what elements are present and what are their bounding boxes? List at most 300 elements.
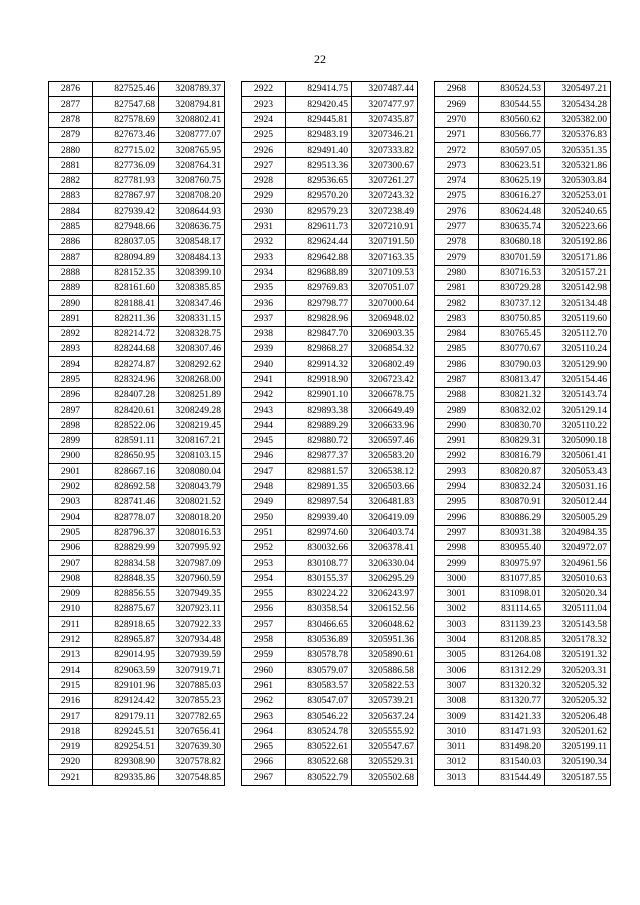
table-row — [435, 311, 611, 326]
x-coordinate-cell: 828094.89 — [93, 250, 159, 265]
point-number-cell: 2884 — [49, 204, 93, 219]
table-row — [435, 540, 611, 555]
x-coordinate-cell: 828407.28 — [93, 387, 159, 402]
y-coordinate-cell: 3205143.74 — [545, 387, 611, 402]
y-coordinate-cell: 3205529.31 — [352, 755, 418, 770]
y-coordinate-cell: 3205739.21 — [352, 693, 418, 708]
point-number-cell: 2940 — [242, 357, 286, 372]
point-number-cell: 2919 — [49, 739, 93, 754]
y-coordinate-cell: 3208765.95 — [159, 143, 225, 158]
table-row — [242, 342, 418, 357]
point-number-cell: 2905 — [49, 525, 93, 540]
y-coordinate-cell: 3205191.32 — [545, 647, 611, 662]
point-number-cell: 2886 — [49, 234, 93, 249]
y-coordinate-cell: 3207934.48 — [159, 632, 225, 647]
table-row — [49, 296, 225, 311]
table-row — [242, 418, 418, 433]
point-number-cell: 2936 — [242, 296, 286, 311]
y-coordinate-cell: 3207960.59 — [159, 571, 225, 586]
x-coordinate-cell: 830546.22 — [286, 709, 352, 724]
x-coordinate-cell: 827578.69 — [93, 112, 159, 127]
table-row — [242, 280, 418, 295]
point-number-cell: 2947 — [242, 464, 286, 479]
table-row — [49, 250, 225, 265]
x-coordinate-cell: 829254.51 — [93, 739, 159, 754]
table-row — [242, 632, 418, 647]
y-coordinate-cell: 3207333.82 — [352, 143, 418, 158]
table-row — [49, 112, 225, 127]
point-number-cell: 2961 — [242, 678, 286, 693]
table-row — [242, 158, 418, 173]
table-row — [242, 770, 418, 785]
table-row — [49, 97, 225, 112]
table-row — [435, 403, 611, 418]
x-coordinate-cell: 830524.78 — [286, 724, 352, 739]
point-number-cell: 2888 — [49, 265, 93, 280]
x-coordinate-cell: 829889.29 — [286, 418, 352, 433]
point-number-cell: 2991 — [435, 433, 479, 448]
table-row — [49, 143, 225, 158]
y-coordinate-cell: 3207923.11 — [159, 602, 225, 617]
x-coordinate-cell: 830579.07 — [286, 663, 352, 678]
x-coordinate-cell: 828214.72 — [93, 326, 159, 341]
y-coordinate-cell: 3205206.48 — [545, 709, 611, 724]
table-row — [49, 403, 225, 418]
point-number-cell: 2939 — [242, 342, 286, 357]
x-coordinate-cell: 828591.11 — [93, 433, 159, 448]
x-coordinate-cell: 829769.83 — [286, 280, 352, 295]
x-coordinate-cell: 830032.66 — [286, 540, 352, 555]
x-coordinate-cell: 829798.77 — [286, 296, 352, 311]
point-number-cell: 2887 — [49, 250, 93, 265]
point-number-cell: 2998 — [435, 540, 479, 555]
y-coordinate-cell: 3206503.66 — [352, 479, 418, 494]
table-row — [49, 158, 225, 173]
table-row — [242, 127, 418, 142]
point-number-cell: 2902 — [49, 479, 93, 494]
y-coordinate-cell: 3208484.13 — [159, 250, 225, 265]
point-number-cell: 2925 — [242, 127, 286, 142]
point-number-cell: 2968 — [435, 82, 479, 97]
point-number-cell: 2883 — [49, 189, 93, 204]
table-row — [435, 189, 611, 204]
point-number-cell: 2909 — [49, 586, 93, 601]
y-coordinate-cell: 3208399.10 — [159, 265, 225, 280]
x-coordinate-cell: 830729.28 — [479, 280, 545, 295]
point-number-cell: 2951 — [242, 525, 286, 540]
table-row — [435, 525, 611, 540]
table-row — [435, 479, 611, 494]
point-number-cell: 3005 — [435, 647, 479, 662]
table-row — [242, 97, 418, 112]
point-number-cell: 2914 — [49, 663, 93, 678]
table-row — [49, 342, 225, 357]
y-coordinate-cell: 3208167.21 — [159, 433, 225, 448]
x-coordinate-cell: 831540.03 — [479, 755, 545, 770]
point-number-cell: 2904 — [49, 510, 93, 525]
x-coordinate-cell: 830813.47 — [479, 372, 545, 387]
point-number-cell: 2911 — [49, 617, 93, 632]
table-row — [242, 357, 418, 372]
x-coordinate-cell: 829901.10 — [286, 387, 352, 402]
y-coordinate-cell: 3207477.97 — [352, 97, 418, 112]
y-coordinate-cell: 3205203.31 — [545, 663, 611, 678]
point-number-cell: 2923 — [242, 97, 286, 112]
y-coordinate-cell: 3205111.04 — [545, 602, 611, 617]
y-coordinate-cell: 3206854.32 — [352, 342, 418, 357]
point-number-cell: 2971 — [435, 127, 479, 142]
point-number-cell: 2963 — [242, 709, 286, 724]
point-number-cell: 2985 — [435, 342, 479, 357]
x-coordinate-cell: 830524.53 — [479, 82, 545, 97]
x-coordinate-cell: 829897.54 — [286, 495, 352, 510]
point-number-cell: 2913 — [49, 647, 93, 662]
point-number-cell: 2927 — [242, 158, 286, 173]
x-coordinate-cell: 829918.90 — [286, 372, 352, 387]
table-row — [435, 418, 611, 433]
x-coordinate-cell: 830560.62 — [479, 112, 545, 127]
point-number-cell: 2956 — [242, 602, 286, 617]
point-number-cell: 2958 — [242, 632, 286, 647]
table-row — [242, 724, 418, 739]
y-coordinate-cell: 3206597.46 — [352, 433, 418, 448]
table-row — [435, 678, 611, 693]
x-coordinate-cell: 828244.68 — [93, 342, 159, 357]
table-row — [49, 82, 225, 97]
point-number-cell: 2906 — [49, 540, 93, 555]
x-coordinate-cell: 830108.77 — [286, 556, 352, 571]
point-number-cell: 3008 — [435, 693, 479, 708]
point-number-cell: 2880 — [49, 143, 93, 158]
point-number-cell: 2970 — [435, 112, 479, 127]
y-coordinate-cell: 3205303.84 — [545, 173, 611, 188]
x-coordinate-cell: 830680.18 — [479, 234, 545, 249]
table-row — [435, 433, 611, 448]
x-coordinate-cell: 829914.32 — [286, 357, 352, 372]
point-number-cell: 3006 — [435, 663, 479, 678]
table-row — [435, 234, 611, 249]
table-row — [242, 479, 418, 494]
y-coordinate-cell: 3205005.29 — [545, 510, 611, 525]
table-row — [242, 433, 418, 448]
page-number: 22 — [314, 52, 326, 66]
y-coordinate-cell: 3207578.82 — [159, 755, 225, 770]
x-coordinate-cell: 829483.19 — [286, 127, 352, 142]
table-row — [49, 173, 225, 188]
x-coordinate-cell: 828796.37 — [93, 525, 159, 540]
table-row — [435, 82, 611, 97]
x-coordinate-cell: 827715.02 — [93, 143, 159, 158]
y-coordinate-cell: 3205154.46 — [545, 372, 611, 387]
y-coordinate-cell: 3208016.53 — [159, 525, 225, 540]
x-coordinate-cell: 828420.61 — [93, 403, 159, 418]
point-number-cell: 3013 — [435, 770, 479, 785]
y-coordinate-cell: 3207949.35 — [159, 586, 225, 601]
table-row — [49, 495, 225, 510]
point-number-cell: 2990 — [435, 418, 479, 433]
point-number-cell: 3000 — [435, 571, 479, 586]
x-coordinate-cell: 830832.24 — [479, 479, 545, 494]
x-coordinate-cell: 830790.03 — [479, 357, 545, 372]
y-coordinate-cell: 3205012.44 — [545, 495, 611, 510]
x-coordinate-cell: 829536.65 — [286, 173, 352, 188]
x-coordinate-cell: 829245.51 — [93, 724, 159, 739]
point-number-cell: 2938 — [242, 326, 286, 341]
table-row — [435, 97, 611, 112]
table-row — [242, 311, 418, 326]
y-coordinate-cell: 3205134.48 — [545, 296, 611, 311]
y-coordinate-cell: 3207855.23 — [159, 693, 225, 708]
x-coordinate-cell: 828188.41 — [93, 296, 159, 311]
table-row — [242, 586, 418, 601]
table-row — [49, 663, 225, 678]
x-coordinate-cell: 828834.58 — [93, 556, 159, 571]
coordinate-table-2 — [241, 81, 418, 786]
x-coordinate-cell: 829624.44 — [286, 234, 352, 249]
point-number-cell: 2889 — [49, 280, 93, 295]
x-coordinate-cell: 830829.31 — [479, 433, 545, 448]
point-number-cell: 2878 — [49, 112, 93, 127]
table-row — [242, 82, 418, 97]
x-coordinate-cell: 829868.27 — [286, 342, 352, 357]
x-coordinate-cell: 831139.23 — [479, 617, 545, 632]
x-coordinate-cell: 828522.06 — [93, 418, 159, 433]
point-number-cell: 2959 — [242, 647, 286, 662]
x-coordinate-cell: 829308.90 — [93, 755, 159, 770]
table-row — [49, 479, 225, 494]
y-coordinate-cell: 3205547.67 — [352, 739, 418, 754]
x-coordinate-cell: 830522.61 — [286, 739, 352, 754]
x-coordinate-cell: 831421.33 — [479, 709, 545, 724]
table-row — [49, 739, 225, 754]
x-coordinate-cell: 831320.77 — [479, 693, 545, 708]
point-number-cell: 2993 — [435, 464, 479, 479]
point-number-cell: 2895 — [49, 372, 93, 387]
point-number-cell: 2996 — [435, 510, 479, 525]
y-coordinate-cell: 3205351.35 — [545, 143, 611, 158]
x-coordinate-cell: 831098.01 — [479, 586, 545, 601]
y-coordinate-cell: 3205142.98 — [545, 280, 611, 295]
x-coordinate-cell: 829579.23 — [286, 204, 352, 219]
y-coordinate-cell: 3207639.30 — [159, 739, 225, 754]
table-row — [435, 158, 611, 173]
x-coordinate-cell: 828161.60 — [93, 280, 159, 295]
x-coordinate-cell: 829063.59 — [93, 663, 159, 678]
y-coordinate-cell: 3205192.86 — [545, 234, 611, 249]
y-coordinate-cell: 3205129.14 — [545, 403, 611, 418]
point-number-cell: 3011 — [435, 739, 479, 754]
table-row — [435, 204, 611, 219]
x-coordinate-cell: 828692.58 — [93, 479, 159, 494]
x-coordinate-cell: 828650.95 — [93, 449, 159, 464]
x-coordinate-cell: 830522.68 — [286, 755, 352, 770]
y-coordinate-cell: 3204984.35 — [545, 525, 611, 540]
y-coordinate-cell: 3205110.22 — [545, 418, 611, 433]
y-coordinate-cell: 3205382.00 — [545, 112, 611, 127]
table-row — [242, 204, 418, 219]
x-coordinate-cell: 829688.89 — [286, 265, 352, 280]
y-coordinate-cell: 3208018.20 — [159, 510, 225, 525]
y-coordinate-cell: 3205321.86 — [545, 158, 611, 173]
y-coordinate-cell: 3207885.03 — [159, 678, 225, 693]
point-number-cell: 2937 — [242, 311, 286, 326]
table-row — [49, 571, 225, 586]
y-coordinate-cell: 3208043.79 — [159, 479, 225, 494]
x-coordinate-cell: 830544.55 — [479, 97, 545, 112]
x-coordinate-cell: 830832.02 — [479, 403, 545, 418]
x-coordinate-cell: 830616.27 — [479, 189, 545, 204]
table-row — [242, 525, 418, 540]
x-coordinate-cell: 830931.38 — [479, 525, 545, 540]
y-coordinate-cell: 3207548.85 — [159, 770, 225, 785]
table-row — [49, 647, 225, 662]
table-row — [435, 449, 611, 464]
y-coordinate-cell: 3207051.07 — [352, 280, 418, 295]
point-number-cell: 2876 — [49, 82, 93, 97]
y-coordinate-cell: 3207163.35 — [352, 250, 418, 265]
table-row — [435, 372, 611, 387]
table-row — [49, 265, 225, 280]
x-coordinate-cell: 830716.53 — [479, 265, 545, 280]
table-row — [435, 219, 611, 234]
x-coordinate-cell: 830821.32 — [479, 387, 545, 402]
y-coordinate-cell: 3204972.07 — [545, 540, 611, 555]
y-coordinate-cell: 3208080.04 — [159, 464, 225, 479]
point-number-cell: 2935 — [242, 280, 286, 295]
table-row — [242, 449, 418, 464]
table-row — [49, 449, 225, 464]
x-coordinate-cell: 829893.38 — [286, 403, 352, 418]
table-row — [49, 189, 225, 204]
table-row — [242, 219, 418, 234]
y-coordinate-cell: 3208764.31 — [159, 158, 225, 173]
table-row — [435, 127, 611, 142]
x-coordinate-cell: 829014.95 — [93, 647, 159, 662]
x-coordinate-cell: 828875.67 — [93, 602, 159, 617]
y-coordinate-cell: 3208021.52 — [159, 495, 225, 510]
x-coordinate-cell: 830578.78 — [286, 647, 352, 662]
point-number-cell: 2976 — [435, 204, 479, 219]
table-row — [49, 724, 225, 739]
table-row — [49, 540, 225, 555]
table-row — [435, 709, 611, 724]
y-coordinate-cell: 3205020.34 — [545, 586, 611, 601]
table-row — [242, 112, 418, 127]
y-coordinate-cell: 3205053.43 — [545, 464, 611, 479]
table-row — [49, 770, 225, 785]
point-number-cell: 2921 — [49, 770, 93, 785]
y-coordinate-cell: 3208794.81 — [159, 97, 225, 112]
point-number-cell: 2992 — [435, 449, 479, 464]
table-row — [435, 143, 611, 158]
x-coordinate-cell: 830816.79 — [479, 449, 545, 464]
x-coordinate-cell: 830820.87 — [479, 464, 545, 479]
x-coordinate-cell: 827547.68 — [93, 97, 159, 112]
point-number-cell: 2960 — [242, 663, 286, 678]
table-row — [49, 326, 225, 341]
table-row — [435, 693, 611, 708]
point-number-cell: 2962 — [242, 693, 286, 708]
point-number-cell: 2979 — [435, 250, 479, 265]
y-coordinate-cell: 3205555.92 — [352, 724, 418, 739]
x-coordinate-cell: 830522.79 — [286, 770, 352, 785]
table-row — [435, 342, 611, 357]
point-number-cell: 2952 — [242, 540, 286, 555]
table-row — [435, 265, 611, 280]
x-coordinate-cell: 829513.36 — [286, 158, 352, 173]
point-number-cell: 2881 — [49, 158, 93, 173]
point-number-cell: 2975 — [435, 189, 479, 204]
x-coordinate-cell: 827939.42 — [93, 204, 159, 219]
table-row — [242, 173, 418, 188]
point-number-cell: 3009 — [435, 709, 479, 724]
table-row — [435, 556, 611, 571]
y-coordinate-cell: 3208331.15 — [159, 311, 225, 326]
x-coordinate-cell: 827948.66 — [93, 219, 159, 234]
y-coordinate-cell: 3205119.60 — [545, 311, 611, 326]
table-row — [242, 602, 418, 617]
table-row — [435, 571, 611, 586]
y-coordinate-cell: 3205951.36 — [352, 632, 418, 647]
table-row — [49, 433, 225, 448]
table-row — [242, 234, 418, 249]
table-row — [242, 693, 418, 708]
table-row — [242, 678, 418, 693]
table-row — [435, 250, 611, 265]
x-coordinate-cell: 827673.46 — [93, 127, 159, 142]
point-number-cell: 3012 — [435, 755, 479, 770]
table-row — [49, 234, 225, 249]
y-coordinate-cell: 3208644.93 — [159, 204, 225, 219]
y-coordinate-cell: 3206723.42 — [352, 372, 418, 387]
y-coordinate-cell: 3207300.67 — [352, 158, 418, 173]
x-coordinate-cell: 831208.85 — [479, 632, 545, 647]
point-number-cell: 2907 — [49, 556, 93, 571]
x-coordinate-cell: 829101.96 — [93, 678, 159, 693]
x-coordinate-cell: 829642.88 — [286, 250, 352, 265]
y-coordinate-cell: 3205223.66 — [545, 219, 611, 234]
point-number-cell: 2899 — [49, 433, 93, 448]
table-row — [242, 540, 418, 555]
table-row — [49, 586, 225, 601]
point-number-cell: 2948 — [242, 479, 286, 494]
y-coordinate-cell: 3207656.41 — [159, 724, 225, 739]
x-coordinate-cell: 828037.05 — [93, 234, 159, 249]
point-number-cell: 2972 — [435, 143, 479, 158]
point-number-cell: 2920 — [49, 755, 93, 770]
y-coordinate-cell: 3206802.49 — [352, 357, 418, 372]
x-coordinate-cell: 830155.37 — [286, 571, 352, 586]
y-coordinate-cell: 3207000.64 — [352, 296, 418, 311]
table-row — [49, 204, 225, 219]
point-number-cell: 2997 — [435, 525, 479, 540]
x-coordinate-cell: 830701.59 — [479, 250, 545, 265]
point-number-cell: 2977 — [435, 219, 479, 234]
x-coordinate-cell: 830886.29 — [479, 510, 545, 525]
point-number-cell: 2954 — [242, 571, 286, 586]
x-coordinate-cell: 829828.96 — [286, 311, 352, 326]
x-coordinate-cell: 830635.74 — [479, 219, 545, 234]
table-row — [242, 189, 418, 204]
y-coordinate-cell: 3207939.59 — [159, 647, 225, 662]
x-coordinate-cell: 828667.16 — [93, 464, 159, 479]
table-row — [435, 280, 611, 295]
y-coordinate-cell: 3208347.46 — [159, 296, 225, 311]
table-row — [49, 678, 225, 693]
y-coordinate-cell: 3205205.32 — [545, 678, 611, 693]
point-number-cell: 2915 — [49, 678, 93, 693]
point-number-cell: 2903 — [49, 495, 93, 510]
